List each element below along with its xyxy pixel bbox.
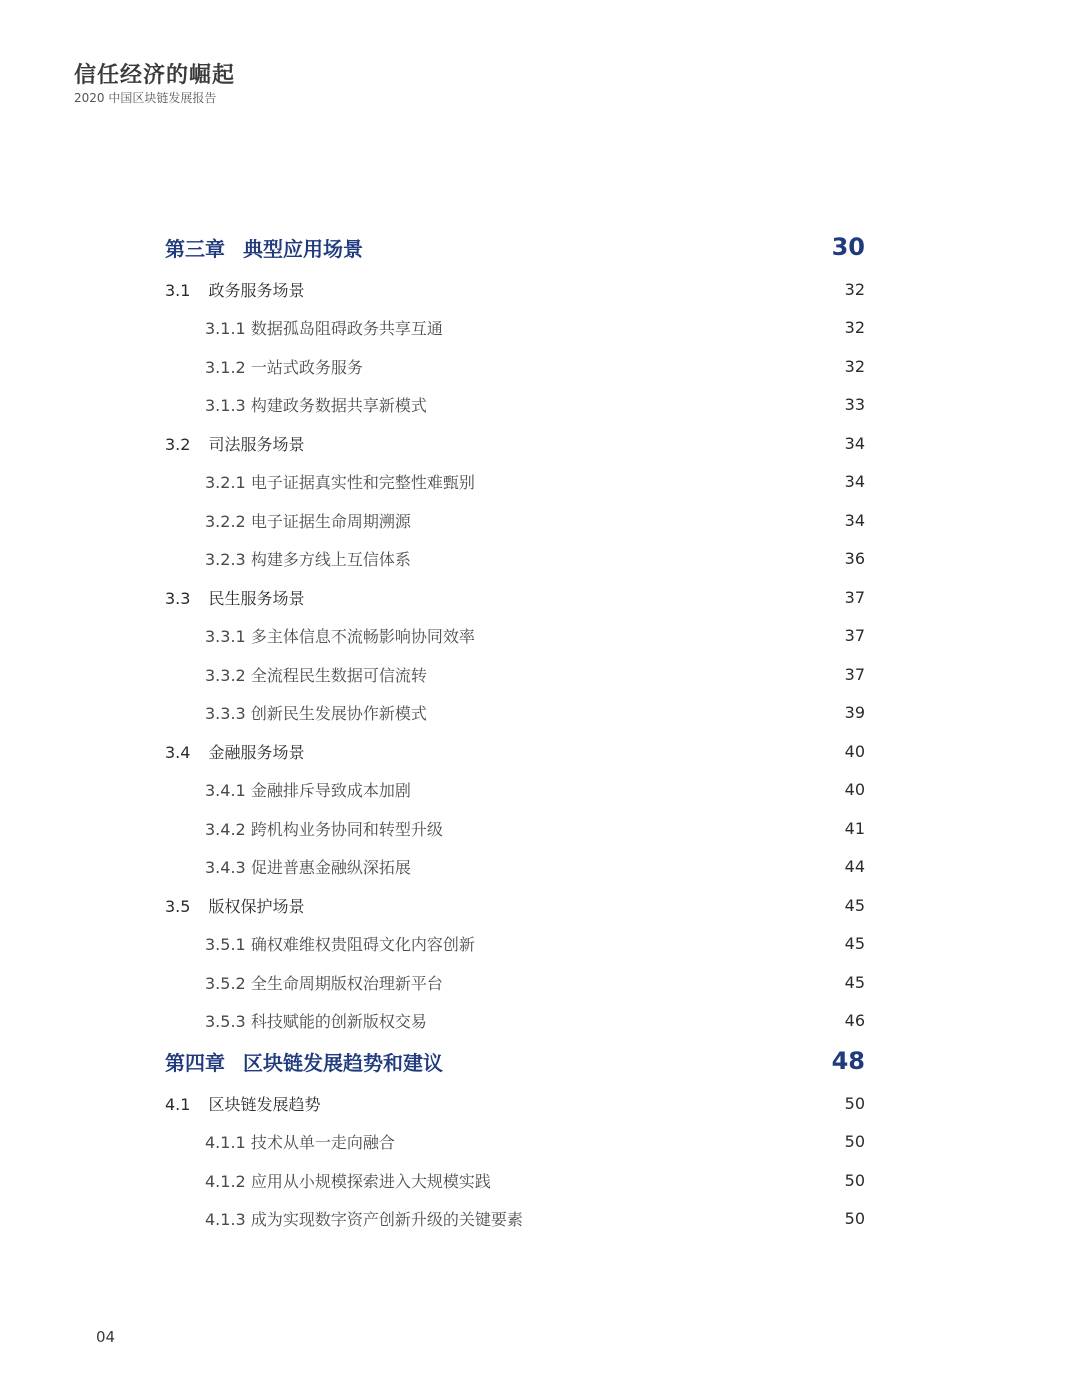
toc-page-number: 32 (844, 279, 865, 299)
toc-page-number: 34 (844, 472, 865, 492)
toc-subsection-label: 3.5.2 全生命周期版权治理新平台 (205, 973, 443, 993)
toc-subsection-label: 3.2.3 构建多方线上互信体系 (205, 550, 411, 570)
toc-subsection-label: 3.4.1 金融排斥导致成本加剧 (205, 781, 411, 801)
toc-subsection-label: 3.4.2 跨机构业务协同和转型升级 (205, 819, 443, 839)
toc-page-number: 45 (844, 895, 865, 915)
toc-section-label: 4.1 区块链发展趋势 (165, 1094, 321, 1114)
toc-subsection-3-1-1[interactable] (165, 309, 865, 348)
toc-page-number: 50 (844, 1093, 865, 1113)
toc-section-label: 3.4 金融服务场景 (165, 742, 305, 762)
toc-section-label: 3.3 民生服务场景 (165, 588, 305, 608)
toc-section-3-2[interactable] (165, 424, 865, 463)
toc-chapter-label: 第三章 典型应用场景 (165, 236, 363, 261)
toc-chapter-label: 第四章 区块链发展趋势和建议 (165, 1050, 443, 1075)
toc-subsection-label: 3.5.3 科技赋能的创新版权交易 (205, 1012, 427, 1032)
toc-page-number: 48 (831, 1047, 865, 1075)
toc-page-number: 41 (844, 818, 865, 838)
toc-subsection-4-1-1[interactable] (165, 1123, 865, 1162)
toc-page-number: 34 (844, 433, 865, 453)
toc-subsection-4-1-3[interactable] (165, 1200, 865, 1239)
toc-page-number: 45 (844, 934, 865, 954)
toc-subsection-label: 3.3.3 创新民生发展协作新模式 (205, 704, 427, 724)
toc-section-3-3[interactable] (165, 578, 865, 617)
toc-page-number: 37 (844, 587, 865, 607)
report-title: 信任经济的崛起 (74, 63, 236, 88)
toc-section-3-5[interactable] (165, 886, 865, 925)
toc-page-number: 37 (844, 664, 865, 684)
toc-subsection-3-1-2[interactable] (165, 347, 865, 386)
running-header (74, 62, 235, 106)
toc-page-number: 45 (844, 972, 865, 992)
toc-page-number: 50 (844, 1170, 865, 1190)
toc-section-label: 3.5 版权保护场景 (165, 896, 305, 916)
toc-subsection-3-4-1[interactable] (165, 771, 865, 810)
toc-section-label: 3.1 政务服务场景 (165, 280, 305, 300)
toc-subsection-label: 3.5.1 确权难维权贵阻碍文化内容创新 (205, 935, 475, 955)
toc-chapter-4[interactable] (165, 1040, 865, 1082)
report-subtitle: 2020 中国区块链发展报告 (74, 91, 217, 105)
toc-subsection-3-5-2[interactable] (165, 963, 865, 1002)
toc-subsection-label: 4.1.2 应用从小规模探索进入大规模实践 (205, 1171, 491, 1191)
toc-subsection-3-5-3[interactable] (165, 1002, 865, 1041)
toc-subsection-3-4-2[interactable] (165, 809, 865, 848)
toc-subsection-3-5-1[interactable] (165, 925, 865, 964)
toc-subsection-label: 3.1.1 数据孤岛阻碍政务共享互通 (205, 319, 443, 339)
toc-subsection-4-1-2[interactable] (165, 1161, 865, 1200)
toc-page-number: 37 (844, 626, 865, 646)
toc-page-number: 32 (844, 318, 865, 338)
toc-section-4-1[interactable] (165, 1084, 865, 1123)
toc-page-number: 33 (844, 395, 865, 415)
toc-chapter-3[interactable] (165, 226, 865, 268)
toc-page-number: 50 (844, 1209, 865, 1229)
toc-subsection-3-2-3[interactable] (165, 540, 865, 579)
toc-subsection-3-3-1[interactable] (165, 617, 865, 656)
toc-subsection-label: 4.1.1 技术从单一走向融合 (205, 1133, 395, 1153)
toc-subsection-3-2-2[interactable] (165, 501, 865, 540)
toc-page-number: 40 (844, 741, 865, 761)
toc-page-number: 46 (844, 1011, 865, 1031)
toc-subsection-label: 3.3.2 全流程民生数据可信流转 (205, 665, 427, 685)
toc-subsection-3-4-3[interactable] (165, 848, 865, 887)
toc-subsection-label: 4.1.3 成为实现数字资产创新升级的关键要素 (205, 1210, 523, 1230)
toc-subsection-3-3-2[interactable] (165, 655, 865, 694)
toc-page-number: 39 (844, 703, 865, 723)
toc-subsection-3-1-3[interactable] (165, 386, 865, 425)
toc-page-number: 34 (844, 510, 865, 530)
toc-page-number: 30 (831, 233, 865, 261)
toc-page-number: 36 (844, 549, 865, 569)
toc-subsection-label: 3.2.1 电子证据真实性和完整性难甄别 (205, 473, 475, 493)
page-number: 04 (96, 1328, 116, 1346)
toc-subsection-label: 3.1.3 构建政务数据共享新模式 (205, 396, 427, 416)
toc-subsection-label: 3.2.2 电子证据生命周期溯源 (205, 511, 411, 531)
toc-section-3-1[interactable] (165, 270, 865, 309)
toc-page-number: 44 (844, 857, 865, 877)
toc-subsection-3-2-1[interactable] (165, 463, 865, 502)
toc-section-label: 3.2 司法服务场景 (165, 434, 305, 454)
toc-section-3-4[interactable] (165, 732, 865, 771)
toc-page-number: 50 (844, 1132, 865, 1152)
toc-subsection-label: 3.1.2 一站式政务服务 (205, 357, 363, 377)
toc-subsection-label: 3.3.1 多主体信息不流畅影响协同效率 (205, 627, 475, 647)
toc-subsection-3-3-3[interactable] (165, 694, 865, 733)
table-of-contents (165, 226, 865, 1238)
toc-page-number: 32 (844, 356, 865, 376)
toc-subsection-label: 3.4.3 促进普惠金融纵深拓展 (205, 858, 411, 878)
toc-page-number: 40 (844, 780, 865, 800)
